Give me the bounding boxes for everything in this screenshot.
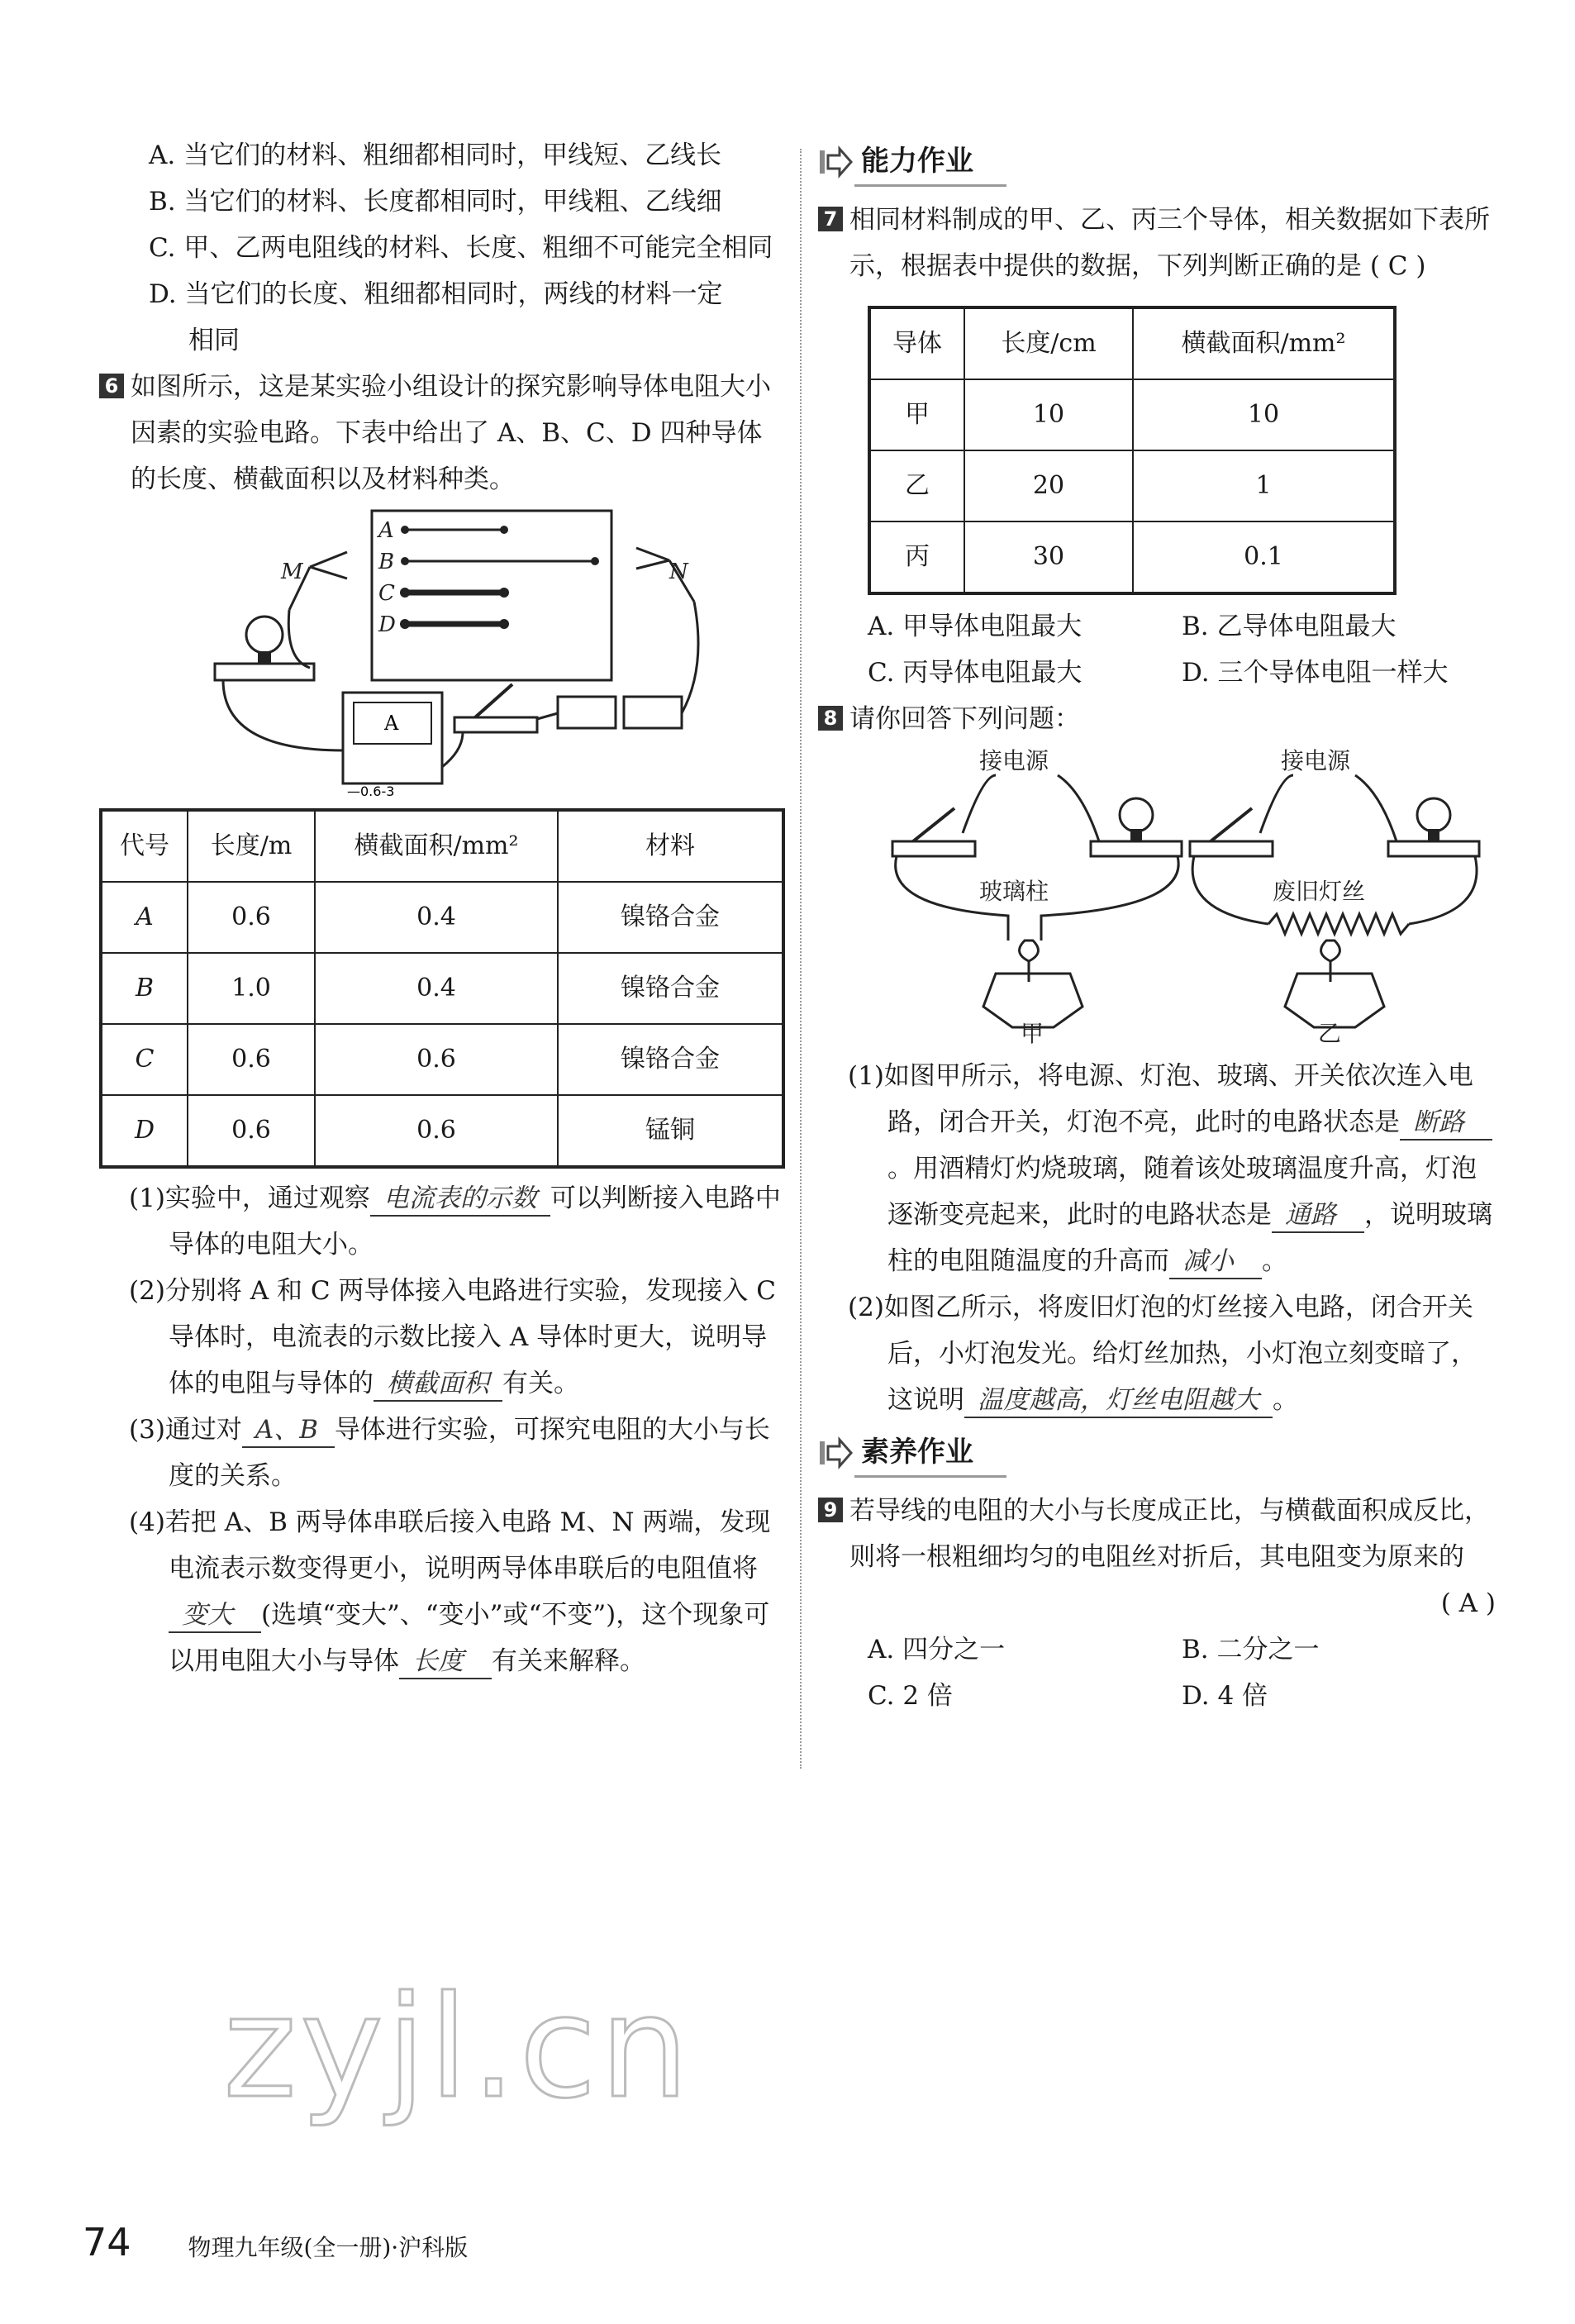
q8-sub2-pre: (2)如图乙所示，将废旧灯泡的灯丝接入电路，闭合开关后，小灯泡发光。给灯丝加热，小灯泡立刻变暗了，这说明 — [848, 1293, 1477, 1415]
q7-answer: ( C ) — [1369, 251, 1426, 281]
page-footer — [83, 2219, 468, 2271]
q9-stem — [818, 1488, 1496, 1626]
q6-sub1-answer: 电流表的示数 — [370, 1182, 550, 1217]
q9-answer: ( A ) — [1440, 1588, 1496, 1618]
q5-option-b: B. 当它们的材料、长度都相同时，甲线粗、乙线细 — [149, 187, 722, 217]
q7-option-d: D. 三个导体电阻一样大 — [1182, 658, 1449, 688]
q6-table — [99, 808, 785, 1169]
q6-sub3-post: 导体进行实验，可探究电阻的大小与长度的关系。 — [169, 1415, 770, 1491]
table-cell: 乙 — [869, 450, 964, 521]
table-cell: 甲 — [869, 379, 964, 450]
q6-sub3-pre: (3)通过对 — [129, 1415, 242, 1445]
q6-sub1-pre: (1)实验中，通过观察 — [129, 1183, 370, 1213]
arrow-icon — [818, 145, 854, 179]
q6-sub3-answer: A、B — [242, 1413, 335, 1448]
q5-option-d-cont: 相同 — [188, 326, 240, 355]
q9-stem-wrap — [849, 1488, 1496, 1626]
left-column — [99, 132, 785, 1684]
label-filament: 废旧灯丝 — [1273, 878, 1366, 905]
label-glass: 玻璃柱 — [979, 878, 1049, 905]
q6-sub2-post: 有关。 — [502, 1369, 579, 1398]
q6-sub2 — [129, 1268, 785, 1407]
table-cell: 30 — [964, 521, 1133, 593]
table-header-cell: 材料 — [558, 810, 783, 882]
bulb-base — [215, 664, 314, 680]
q7-options-row1 — [818, 603, 1496, 650]
table-row — [869, 379, 1395, 450]
table-cell: A — [101, 882, 188, 953]
book-title: 物理九年级(全一册)·沪科版 — [188, 2234, 469, 2261]
q7-options-row2 — [818, 650, 1496, 696]
q7-option-a: A. 甲导体电阻最大 — [868, 612, 1083, 641]
table-cell: 镍铬合金 — [558, 1024, 783, 1095]
q9-option-d: D. 4 倍 — [1182, 1681, 1268, 1711]
table-header-cell: 横截面积/mm² — [1133, 307, 1395, 379]
table-row — [101, 882, 783, 953]
switch-base-yi — [1190, 841, 1273, 856]
q8-sub1-mid: 。用酒精灯灼烧玻璃，随着该处玻璃温度升高，灯泡逐渐变亮起来，此时的电路状态是 — [887, 1154, 1477, 1230]
terminal-label-m: M — [281, 560, 303, 584]
q8-sub1-pre: (1)如图甲所示，将电源、灯泡、玻璃、开关依次连入电路，闭合开关，灯泡不亮，此时的电路状态是 — [848, 1061, 1473, 1137]
q9-option-c: C. 2 倍 — [868, 1681, 953, 1711]
table-header-cell: 导体 — [869, 307, 964, 379]
q8-sub2-answer: 温度越高，灯丝电阻越大 — [964, 1383, 1273, 1418]
arrow-icon — [818, 1436, 854, 1469]
q6-number: 6 — [99, 374, 124, 398]
q7-table — [868, 306, 1397, 595]
table-cell: 0.6 — [315, 1024, 558, 1095]
q6-sub3 — [129, 1407, 785, 1499]
watermark: zyjl.cn — [223, 1966, 692, 2130]
table-row — [101, 953, 783, 1024]
q6-sub4-post: 有关来解释。 — [492, 1646, 645, 1676]
table-row — [101, 1024, 783, 1095]
wire-label-a: A — [378, 518, 394, 543]
q9-options-row2 — [818, 1673, 1496, 1719]
column-divider — [800, 149, 802, 1769]
table-header-cell: 长度/cm — [964, 307, 1133, 379]
table-row — [101, 1095, 783, 1167]
table-cell: 0.1 — [1133, 521, 1395, 593]
section-title-literacy: 素养作业 — [854, 1429, 1006, 1478]
q5-option-a: A. 当它们的材料、粗细都相同时，甲线短、乙线长 — [149, 140, 722, 170]
q6-stem-text: 如图所示，这是某实验小组设计的探究影响导体电阻大小因素的实验电路。下表中给出了 A、B、C、D 四种导体的长度、横截面积以及材料种类。 — [131, 372, 771, 494]
terminal-label-n: N — [669, 560, 688, 584]
bulb-icon-yi — [1417, 798, 1450, 831]
label-power-2: 接电源 — [1281, 747, 1351, 774]
table-cell: D — [101, 1095, 188, 1167]
table-row — [869, 450, 1395, 521]
table-cell: 锰铜 — [558, 1095, 783, 1167]
table-row — [101, 810, 783, 882]
q7-stem — [818, 197, 1496, 289]
bulb-base-jia — [1091, 841, 1182, 856]
bulb-icon — [246, 617, 283, 653]
table-row — [869, 307, 1395, 379]
table-cell: 0.6 — [188, 1095, 315, 1167]
label-yi: 乙 — [1318, 1020, 1342, 1047]
table-cell: 0.6 — [188, 1024, 315, 1095]
q8-sub1-mid2: ，说明玻璃柱的电阻随温度的升高而 — [887, 1200, 1492, 1276]
q6-sub1-post: 可以判断接入电路中导体的电阻大小。 — [169, 1183, 781, 1260]
table-cell: 10 — [1133, 379, 1395, 450]
q7-option-c: C. 丙导体电阻最大 — [868, 658, 1083, 688]
ammeter-terminals: —0.6-3 — [347, 783, 395, 799]
q6-sub4 — [129, 1499, 785, 1684]
q9-option-b: B. 二分之一 — [1182, 1635, 1320, 1664]
table-cell: 0.6 — [315, 1095, 558, 1167]
bulb-base-yi — [1388, 841, 1479, 856]
q8-figure — [818, 742, 1496, 1048]
table-cell: 镍铬合金 — [558, 882, 783, 953]
q6-sub2-answer: 横截面积 — [374, 1367, 502, 1402]
q9-number: 9 — [818, 1498, 843, 1522]
filament-coil — [1268, 914, 1409, 934]
wire-label-b: B — [378, 550, 395, 574]
switch-base — [454, 717, 537, 732]
table-cell: B — [101, 953, 188, 1024]
battery-1 — [558, 697, 616, 728]
q7-stem-text: 相同材料制成的甲、乙、丙三个导体，相关数据如下表所示，根据表中提供的数据，下列判断正确的是 — [849, 205, 1490, 281]
wire-label-c: C — [378, 581, 395, 606]
q7-option-b: B. 乙导体电阻最大 — [1182, 612, 1397, 641]
label-power-1: 接电源 — [979, 747, 1049, 774]
table-cell: 1.0 — [188, 953, 315, 1024]
table-cell: C — [101, 1024, 188, 1095]
q8-stem — [818, 696, 1496, 742]
section-title-ability: 能力作业 — [854, 138, 1006, 187]
ammeter-label: A — [384, 712, 399, 735]
switch-base-jia — [892, 841, 975, 856]
q6-circuit-figure — [99, 502, 785, 800]
q6-sub2-pre: (2)分别将 A 和 C 两导体接入电路进行实验，发现接入 C 导体时，电流表的示数比接入 A 导体时更大，说明导体的电阻与导体的 — [129, 1276, 777, 1398]
q8-sub1-post: 。 — [1262, 1246, 1287, 1276]
table-cell: 0.4 — [315, 953, 558, 1024]
table-header-cell: 长度/m — [188, 810, 315, 882]
ammeter — [343, 693, 442, 783]
q5-option-c: C. 甲、乙两电阻线的材料、长度、粗细不可能完全相同 — [149, 233, 773, 263]
q8-sub1-answer2: 通路 — [1272, 1198, 1364, 1233]
table-row — [869, 521, 1395, 593]
q8-sub2-post: 。 — [1273, 1385, 1298, 1415]
q6-stem — [99, 364, 785, 502]
right-column — [818, 132, 1496, 1719]
label-jia: 甲 — [1021, 1020, 1044, 1047]
table-cell: 20 — [964, 450, 1133, 521]
table-cell: 1 — [1133, 450, 1395, 521]
q9-options-row1 — [818, 1626, 1496, 1673]
q5-option-d: D. 当它们的长度、粗细都相同时，两线的材料一定 — [149, 279, 723, 309]
q8-sub2 — [848, 1284, 1496, 1423]
q9-option-a: A. 四分之一 — [868, 1635, 1006, 1664]
q8-stem-text: 请你回答下列问题： — [849, 704, 1080, 734]
table-header-cell: 横截面积/mm² — [315, 810, 558, 882]
table-cell: 镍铬合金 — [558, 953, 783, 1024]
wire-label-d: D — [378, 612, 396, 637]
q9-stem-text: 若导线的电阻的大小与长度成正比，与横截面积成反比，则将一根粗细均匀的电阻丝对折后，其电阻变为原来的 — [849, 1496, 1490, 1572]
q8-number: 8 — [818, 706, 843, 731]
q6-sub4-mid: (选填“变大”、“变小”或“不变”)，这个现象可以用电阻大小与导体 — [169, 1600, 770, 1676]
battery-2 — [624, 697, 682, 728]
q7-number: 7 — [818, 207, 843, 231]
page-number: 74 — [83, 2220, 131, 2264]
bulb-icon-jia — [1120, 798, 1153, 831]
table-cell: 丙 — [869, 521, 964, 593]
q6-sub1 — [129, 1175, 785, 1268]
q7-stem-wrap — [849, 197, 1496, 289]
q6-sub4-answer1: 变大 — [169, 1598, 261, 1633]
section-header-literacy — [818, 1426, 1496, 1479]
table-cell: 0.4 — [315, 882, 558, 953]
q6-sub4-answer2: 长度 — [399, 1645, 492, 1679]
q6-sub4-pre: (4)若把 A、B 两导体串联后接入电路 M、N 两端，发现电流表示数变得更小，说明两导体串联后的电阻值将 — [129, 1507, 771, 1583]
table-cell: 0.6 — [188, 882, 315, 953]
q8-sub1-answer3: 减小 — [1169, 1245, 1262, 1279]
table-cell: 10 — [964, 379, 1133, 450]
table-header-cell: 代号 — [101, 810, 188, 882]
q8-sub1 — [848, 1053, 1496, 1284]
section-header-ability — [818, 136, 1496, 188]
q8-sub1-answer1: 断路 — [1400, 1106, 1492, 1141]
